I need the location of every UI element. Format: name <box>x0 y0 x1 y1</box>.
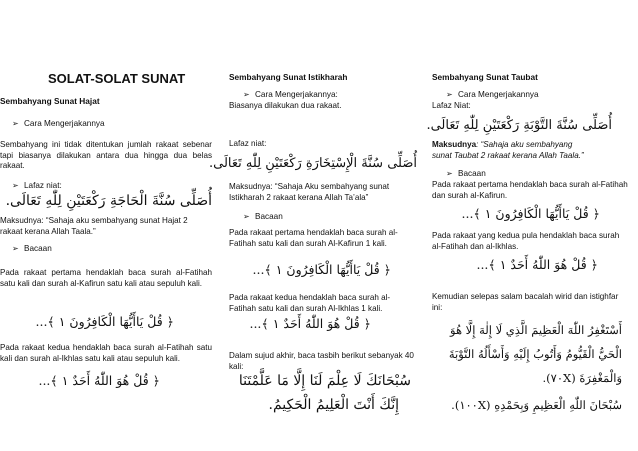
bullet-bacaan-taubat: ➢ Bacaan <box>446 169 486 178</box>
paragraph-rakaat2-hajat: Pada rakaat kedua hendaklah baca surah al-Fatihah satu kali dan surah al-Ikhlas satu kali atau sepuluh kali. <box>0 343 212 363</box>
paragraph-rakaat1-istikharah: Pada rakaat pertama hendaklah baca surah al-Fatihah satu kali dan surah Al-Kafirun 1 kali. <box>229 228 398 248</box>
bullet-bacaan-hajat: ➢ Bacaan <box>12 244 52 253</box>
arrow-bullet-icon: ➢ <box>243 212 250 221</box>
arrow-bullet-icon: ➢ <box>446 169 453 178</box>
arabic-niat-taubat: أُصَلِّى سُنَّةَ التَّوْبَةِ رَكْعَتَيْنِ لِلّٰهِ تَعَالَى. <box>426 118 612 133</box>
bullet-cara-hajat: ➢ Cara Mengerjakannya <box>12 119 105 128</box>
arabic-ikhlas-istikharah: ﴿ قُلْ هُوَ اللّٰهُ أَحَدٌ ١ ﴾... <box>249 316 371 331</box>
arrow-bullet-icon: ➢ <box>12 244 19 253</box>
bullet-bacaan-istikharah: ➢ Bacaan <box>243 212 283 221</box>
paragraph-intro-istikharah: Biasanya dilakukan dua rakaat. <box>229 101 342 110</box>
arabic-istighfar-line1: أَسْتَغْفِرُ اللّٰهَ الْعَظِيمَ الَّذِي لَا إِلٰهَ إِلَّا هُوَ <box>450 323 622 337</box>
section-heading-istikharah: Sembahyang Sunat Istikharah <box>229 72 348 82</box>
arabic-istighfar-line3: وَالْمَغْفِرَةَ (٧٠X). <box>542 371 622 385</box>
maksud-taubat-line1: Maksudnya: “Sahaja aku sembahyang <box>432 140 573 149</box>
arrow-bullet-icon: ➢ <box>243 90 250 99</box>
arabic-kafirun-hajat: ﴿ قُلْ يَاأَيُّهَا الْكَافِرُونَ ١ ﴾... <box>35 314 174 329</box>
paragraph-rakaat2-taubat: Pada rakaat yang kedua pula hendaklah baca surah al-Fatihah dan al-Ikhlas. <box>432 231 620 251</box>
document-title: SOLAT-SOLAT SUNAT <box>48 71 186 86</box>
arabic-istighfar-line2: الْحَيُّ الْقَيُّومُ وَأَتُوبُ إِلَيْهِ وَأَسْأَلُهُ التَّوْبَةَ <box>448 347 622 361</box>
label-lafaz-istikharah: Lafaz niat: <box>229 139 267 148</box>
paragraph-sujud-istikharah: Dalam sujud akhir, baca tasbih berikut sebanyak 40 kali: <box>229 351 414 371</box>
arrow-bullet-icon: ➢ <box>12 119 19 128</box>
arabic-ikhlas-taubat: ﴿ قُلْ هُوَ اللّٰهُ أَحَدٌ ١ ﴾... <box>476 257 598 272</box>
arabic-ikhlas-hajat: ﴿ قُلْ هُوَ اللّٰهُ أَحَدٌ ١ ﴾... <box>38 373 160 388</box>
section-heading-hajat: Sembahyang Sunat Hajat <box>0 96 100 106</box>
arabic-tasbih-line1: سُبْحَانَكَ لَا عِلْمَ لَنَا إِلَّا مَا عَلَّمْتَنَا <box>238 373 411 389</box>
bullet-lafaz-hajat: ➢ Lafaz niat: <box>12 181 62 190</box>
arabic-tasbih-line2: إِنَّكَ أَنْتَ الْعَلِيمُ الْحَكِيمُ. <box>268 397 399 413</box>
arabic-kafirun-taubat: ﴿ قُلْ يَاأَيُّهَا الْكَافِرُونَ ١ ﴾... <box>461 206 600 221</box>
arabic-istighfar-line4: سُبْحَانَ اللّٰهِ الْعَظِيمِ وَبِحَمْدِهِ (١٠٠X). <box>451 398 622 412</box>
arabic-kafirun-istikharah: ﴿ قُلْ يَاأَيُّهَا الْكَافِرُونَ ١ ﴾... <box>252 262 391 277</box>
maksud-taubat-line2: sunat Taubat 2 rakaat kerana Allah Taala.” <box>432 151 584 160</box>
bullet-cara-istikharah: ➢ Cara Mengerjakannya: <box>243 90 338 99</box>
paragraph-after-taubat: Kemudian selepas salam bacalah wirid dan istighfar ini: <box>432 292 619 312</box>
bullet-cara-taubat: ➢ Cara Mengerjakannya <box>446 90 539 99</box>
maksud-istikharah-line1: Maksudnya: “Sahaja Aku sembahyang sunat <box>229 182 390 191</box>
label-lafaz-taubat: Lafaz Niat: <box>432 101 471 110</box>
paragraph-rakaat2-istikharah: Pada rakaat kedua hendaklah baca surah al-Fatihah satu kali dan surah Al-Ikhlas 1 kali. <box>229 293 391 313</box>
arrow-bullet-icon: ➢ <box>12 181 19 190</box>
paragraph-intro-hajat: Sembahyang ini tidak ditentukan jumlah rakaat sebenar tapi biasanya dilakukan antara dua hingga dua belas rakaat. <box>0 140 212 171</box>
paragraph-rakaat1-hajat: Pada rakaat pertama hendaklah baca surah al-Fatihah satu kali dan surah al-Kafirun satu kali atau sepuluh kali. <box>0 268 212 288</box>
paragraph-rakaat1-taubat: Pada rakaat pertama hendaklah baca surah al-Fatihah dan surah al-Kafirun. <box>432 180 628 200</box>
arabic-niat-istikharah: أُصَلِّى سُنَّةَ الْإِسْتِخَارَةِ رَكْعَتَيْنِ لِلّٰهِ تَعَالَى. <box>208 156 417 171</box>
paragraph-maksud-hajat: Maksudnya: “Sahaja aku sembahyang sunat Hajat 2 rakaat kerana Allah Taala.” <box>0 216 188 236</box>
section-heading-taubat: Sembahyang Sunat Taubat <box>432 72 538 82</box>
arabic-niat-hajat: أُصَلِّى سُنَّةَ الْحَاجَةِ رَكْعَتَيْنِ لِلّٰهِ تَعَالَى. <box>5 193 212 209</box>
arrow-bullet-icon: ➢ <box>446 90 453 99</box>
maksud-istikharah-line2: Istikharah 2 rakaat kerana Allah Ta’ala” <box>229 193 369 202</box>
